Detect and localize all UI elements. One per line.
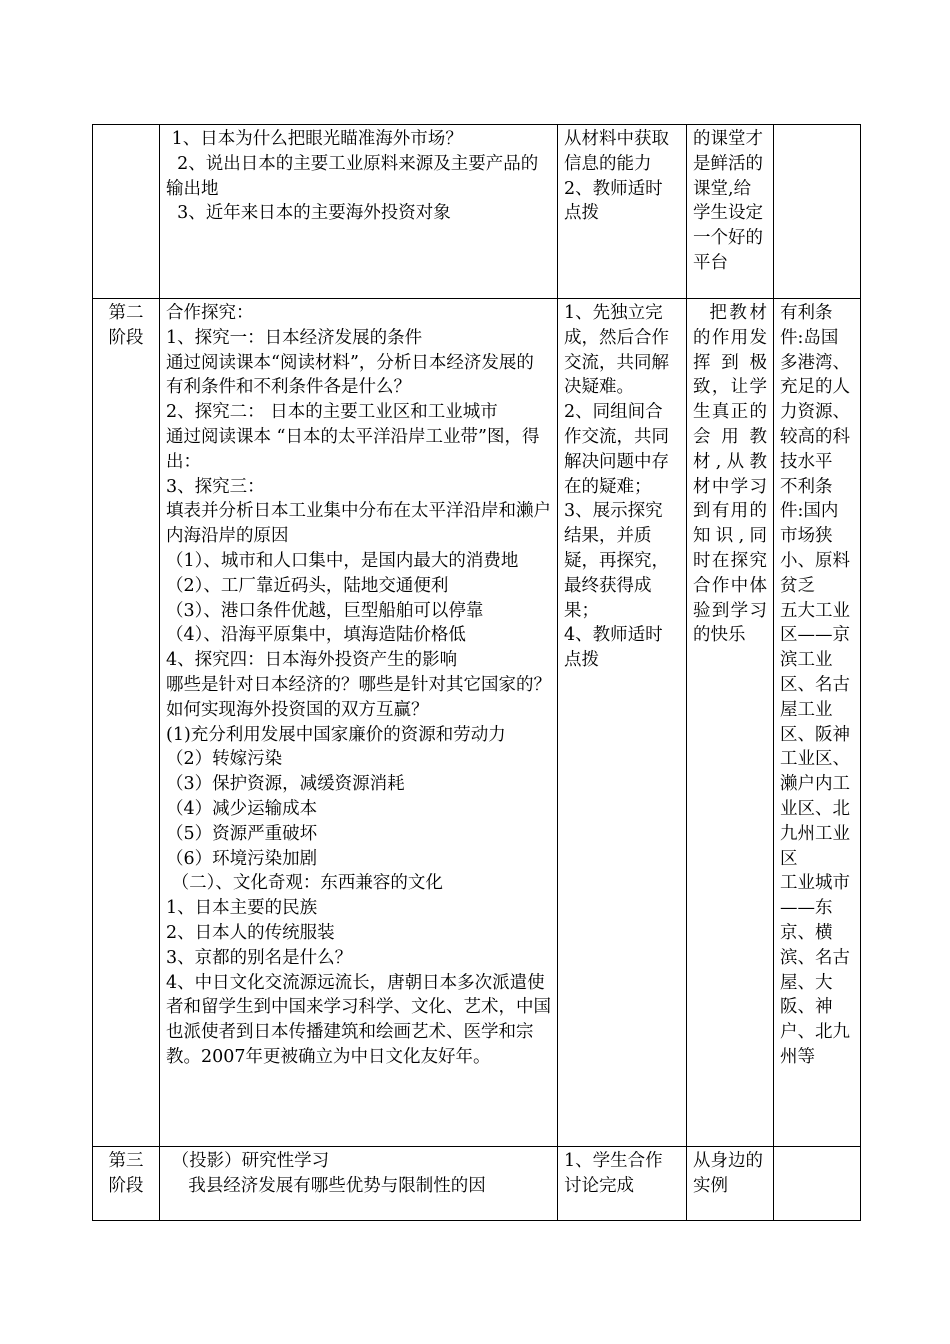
content-line: （2）转嫁污染 bbox=[166, 749, 283, 770]
notes-cell bbox=[774, 125, 861, 299]
content-line: 通过阅读课本“阅读材料”，分析日本经济发展的有利条件和不利条件各是什么？ bbox=[166, 352, 534, 398]
student-line: 从材料中获取信息的能力 bbox=[564, 129, 669, 174]
student-activity-cell bbox=[558, 299, 687, 1147]
content-line: （投影）研究性学习 bbox=[166, 1151, 330, 1171]
content-line: 通过阅读课本 “日本的太平洋沿岸工业带”图，得出： bbox=[166, 426, 540, 472]
table-row bbox=[93, 299, 861, 1147]
content-line: （5）资源严重破坏 bbox=[166, 823, 318, 844]
intent-line: 的课堂才是鲜活的课堂,给学生设定一个好的平台 bbox=[693, 129, 763, 273]
notes-cell bbox=[774, 299, 861, 1147]
content-line: 3、近年来日本的主要海外投资对象 bbox=[166, 203, 451, 224]
content-line: （1）、城市和人口集中，是国内最大的消费地 bbox=[166, 550, 519, 571]
content-line: 1、探究一：日本经济发展的条件 bbox=[166, 327, 423, 348]
design-intent-cell bbox=[687, 299, 774, 1147]
content-line: 4、探究四：日本海外投资产生的影响 bbox=[166, 650, 458, 671]
intent-line: 把教材的作用发挥到极致，让学生真正的会用教材,从教材中学习到有用的知识,同时在探究合作中体验到学习的快乐 bbox=[693, 303, 767, 646]
content-line: 1、日本为什么把眼光瞄准海外市场？ bbox=[166, 129, 463, 149]
notes-line: 有利条件:岛国多港湾、充足的人力资源、较高的科技水平 bbox=[780, 303, 850, 472]
content-line: （4）、沿海平原集中，填海造陆价格低 bbox=[166, 625, 466, 646]
student-line: 1、学生合作讨论完成 bbox=[564, 1151, 663, 1196]
notes-line: 不利条件:国内市场狭小、原料贫乏 bbox=[780, 476, 850, 596]
content-cell bbox=[160, 1147, 558, 1221]
content-line: 哪些是针对日本经济的？哪些是针对其它国家的？如何实现海外投资国的双方互赢？ bbox=[166, 674, 551, 720]
stage-label: 第二 bbox=[108, 303, 144, 323]
stage-cell bbox=[93, 1147, 160, 1221]
intent-line: 从身边的实例 bbox=[693, 1151, 763, 1196]
stage-label: 阶段 bbox=[108, 327, 144, 348]
content-line: 1、日本主要的民族 bbox=[166, 898, 318, 919]
content-cell bbox=[160, 125, 558, 299]
content-line: 3、探究三： bbox=[166, 476, 265, 497]
stage-cell bbox=[93, 125, 160, 299]
content-line: （4）减少运输成本 bbox=[166, 798, 318, 819]
content-line: （6）环境污染加剧 bbox=[166, 848, 318, 869]
student-activity-cell bbox=[558, 1147, 687, 1221]
student-line: 3、展示探究结果，并质疑，再探究，最终获得成果； bbox=[564, 501, 669, 621]
student-line: 2、教师适时点拨 bbox=[564, 178, 663, 224]
notes-cell bbox=[774, 1147, 861, 1221]
notes-line: 工业城市——东京、横滨、名古屋、大阪、神户、北九州等 bbox=[780, 873, 850, 1067]
student-activity-cell bbox=[558, 125, 687, 299]
content-line: (1)充分利用发展中国家廉价的资源和劳动力 bbox=[166, 724, 506, 745]
notes-line: 五大工业区——京滨工业区、名古屋工业区、阪神工业区、濑户内工业区、北九州工业区 bbox=[780, 600, 850, 869]
stage-label: 第三 bbox=[108, 1151, 144, 1171]
content-line: （3）保护资源，减缓资源消耗 bbox=[166, 774, 405, 795]
content-line: （3）、港口条件优越，巨型船舶可以停靠 bbox=[166, 600, 484, 621]
stage-label: 阶段 bbox=[108, 1175, 144, 1196]
content-cell bbox=[160, 299, 558, 1147]
design-intent-cell bbox=[687, 1147, 774, 1221]
student-line: 1、先独立完成，然后合作交流，共同解决疑难。 bbox=[564, 303, 669, 398]
content-line: （二）、文化奇观：东西兼容的文化 bbox=[166, 873, 443, 894]
student-line: 2、同组间合作交流，共同解决问题中存在的疑难； bbox=[564, 402, 669, 497]
lesson-plan-table bbox=[92, 124, 861, 1221]
content-line: 3、京都的别名是什么？ bbox=[166, 947, 353, 968]
table-row bbox=[93, 1147, 861, 1221]
content-line: 我县经济发展有哪些优势与限制性的因 bbox=[166, 1175, 486, 1196]
content-line: （2）、工厂靠近码头，陆地交通便利 bbox=[166, 575, 449, 596]
table-row bbox=[93, 125, 861, 299]
content-line: 2、说出日本的主要工业原料来源及主要产品的输出地 bbox=[166, 153, 539, 199]
stage-cell bbox=[93, 299, 160, 1147]
content-line: 填表并分析日本工业集中分布在太平洋沿岸和濑户内海沿岸的原因 bbox=[166, 501, 551, 547]
design-intent-cell bbox=[687, 125, 774, 299]
content-line: 2、日本人的传统服装 bbox=[166, 922, 335, 943]
student-line: 4、教师适时点拨 bbox=[564, 625, 663, 671]
content-line: 2、探究二： 日本的主要工业区和工业城市 bbox=[166, 402, 498, 423]
content-line: 合作探究： bbox=[166, 303, 254, 323]
content-line: 4、中日文化交流源远流长，唐朝日本多次派遣使者和留学生到中国来学习科学、文化、艺术，中国也派使者到日本传播建筑和绘画艺术、医学和宗教。2007年更被确立为中日文化友好年。 bbox=[166, 972, 551, 1067]
